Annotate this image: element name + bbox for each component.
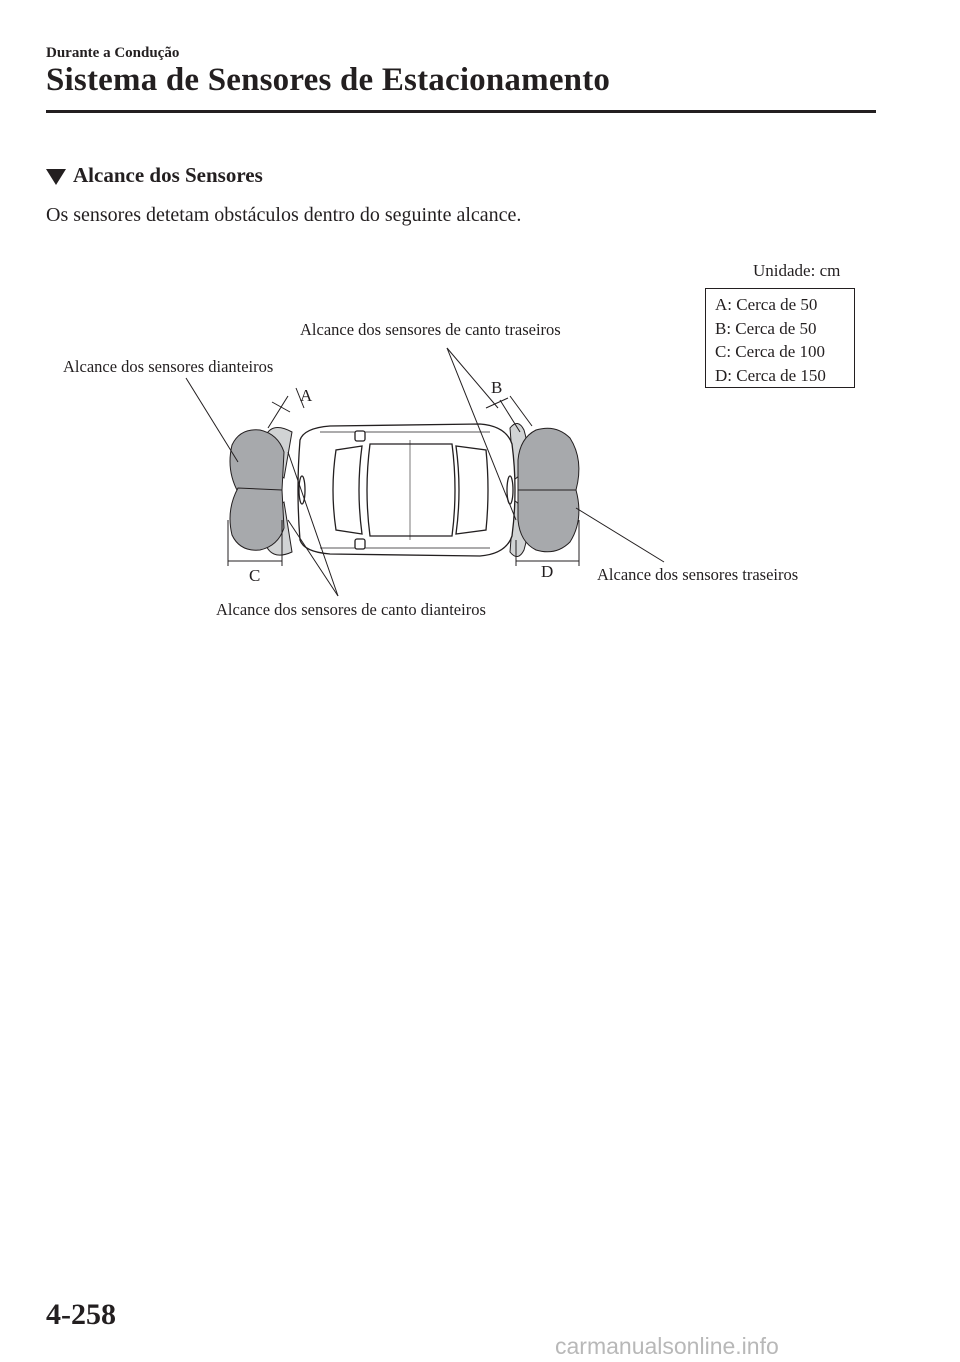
chapter-label: Durante a Condução [46, 45, 180, 61]
section-heading-text: Alcance dos Sensores [73, 163, 263, 187]
page-title: Sistema de Sensores de Estacionamento [46, 62, 611, 98]
front-zone-top [230, 430, 284, 492]
dimension-letter-b: B [491, 378, 503, 397]
car-top-view-icon [298, 424, 515, 556]
leader-front [186, 378, 238, 462]
legend-item-d: D: Cerca de 150 [715, 365, 826, 385]
label-front-corner-sensors: Alcance dos sensores de canto dianteiros [216, 600, 486, 619]
legend-item-c: C: Cerca de 100 [715, 342, 825, 361]
label-rear-sensors: Alcance dos sensores traseiros [597, 565, 799, 584]
dimension-letter-c: C [249, 566, 261, 585]
front-zone-bottom [230, 488, 284, 550]
legend-item-a: A: Cerca de 50 [715, 295, 818, 314]
rear-zone-bottom [518, 490, 579, 552]
rear-zone-top [518, 428, 579, 490]
intro-text: Os sensores detetam obstáculos dentro do seguinte alcance. [46, 204, 522, 226]
dimension-letter-d: D [541, 562, 554, 581]
legend-item-b: B: Cerca de 50 [715, 318, 817, 338]
unit-label: Unidade: cm [753, 261, 841, 280]
label-front-sensors: Alcance dos sensores dianteiros [63, 357, 274, 376]
legend-box [705, 288, 855, 388]
dimension-letter-a: A [300, 386, 313, 405]
leader-rear [576, 508, 664, 562]
watermark: carmanualsonline.info [555, 1333, 779, 1359]
page-number: 4-258 [46, 1298, 116, 1331]
label-rear-corner-sensors: Alcance dos sensores de canto traseiros [300, 320, 561, 339]
